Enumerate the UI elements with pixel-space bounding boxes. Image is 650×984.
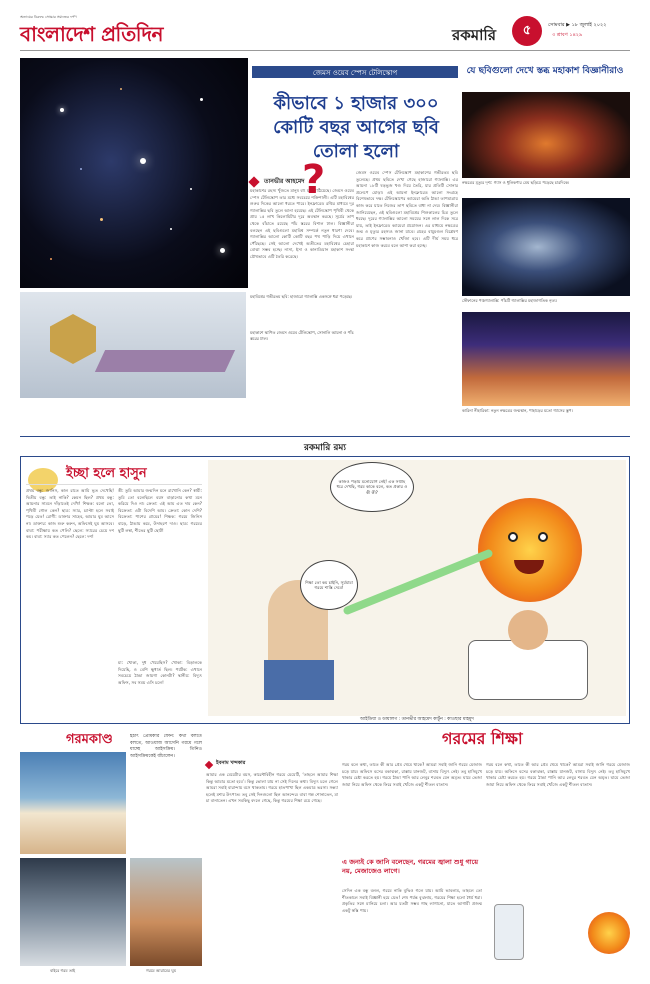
- sunshield-shape: [95, 350, 235, 372]
- main-author: ইবনাম খন্দকার: [216, 760, 246, 766]
- science-headline: কীভাবে ১ হাজার ৩০০ কোটি বছর আগের ছবি তোলা হলো: [273, 93, 439, 162]
- date-line: সোমবার ▶ ১৮ জুলাই ২০২২: [548, 22, 607, 28]
- sun-eye-right: [538, 532, 548, 542]
- nebula-image-1: [462, 92, 630, 178]
- masthead-tagline: অন্যায়ের বিরুদ্ধে সোচ্চার সমাজের দর্পণ: [20, 15, 77, 19]
- jokes-divider: [26, 484, 202, 485]
- deep-field-image: [20, 58, 248, 288]
- caption-fridge: বাইরে গরম তাই: [50, 968, 76, 973]
- section-title: রকমারি: [452, 26, 496, 44]
- garam-kando-title: গরমকাণ্ড: [66, 732, 113, 747]
- mirror-shape: [50, 314, 96, 364]
- author-bullet: [248, 176, 259, 187]
- main-body-col-1: আমার এক মেয়েটার বয়স, কারেন্টবিহীন গরমে মেয়েটি, ‘তাহলে আমার শিক্ষা কিন্তু আমার মতো হবে’। কিন্তু ভোলা যায় না সেই দিনের কথা। বিদ্যুৎ চলে গেলে আমরা সবাই বারান্দায় বসে থাকতাম। গরমে হাতপাখা ছিল একমাত্র ভরসা। সন্ধ্যা হলেই মশার উৎপাত। তবু সেই দিনগুলো ছিল আনন্দের। বাবা গল্প শোনাতেন, মা চা বানাতেন। এখন সবকিছু বদলে গেছে, কিন্তু গরমের শিক্ষা রয়ে গেছে।: [206, 772, 338, 804]
- page-number-badge: ৫: [512, 16, 542, 46]
- caption-telescope: মহাকাশে স্থাপিত জেমস ওয়েব টেলিস্কোপ, সোনালি আয়না ও পাঁচ স্তরের ঢাল।: [250, 330, 354, 341]
- carina-image: [462, 312, 630, 406]
- cartoon-panel: [208, 460, 626, 716]
- caption-galaxy: নক্ষত্রের মৃত্যুর দৃশ্য: গ্যাস ও ধূলিকণার মেঘ ছড়িয়ে পড়েছে চারদিকে।: [462, 180, 570, 185]
- section-divider: [20, 436, 630, 437]
- jokes-col-1: প্রথম বন্ধু: জানিস, কাল রাতে আমি ভূত দেখেছি! দ্বিতীয় বন্ধু: তাই নাকি? কেমন ছিল? প্রথম বন্ধু: আয়নার সামনে দাঁড়াতেই দেখি! শিক্ষক: বলো তো, পৃথিবী গোল কেন? ছাত্র: স্যার, চ্যাপ্টা হলে সবাই পড়ে যেত! রোগী: ডাক্তার সাহেব, আমার ঘুম আসে না। ডাক্তার: কাজ শুরু করুন, অফিসেই ঘুম আসবে। বাবা: পরীক্ষায় কত পেলি? ছেলে: স্যারের চেয়ে দশ কম। বাবা: স্যার কত পেলেন? ছেলে: দশ!: [26, 488, 114, 540]
- science-body-mid: জেমস ওয়েব স্পেস টেলিস্কোপ মহাকাশের গভীরতম ছবি তুলেছে। প্রথম ছবিতে দেখা গেছে হাজারো গ্যালাক্সি। এর আয়না ১৮টি ষড়ভুজ খণ্ড দিয়ে তৈরি, যার প্রতিটি সোনার প্রলেপে মোড়া। এই আয়না ইনফ্রারেড আলো সংগ্রহে বিশেষভাবে দক্ষ। টেলিস্কোপের ক্যামেরা অতি ঠান্ডা তাপমাত্রায় কাজ করে যাতে নিজের তাপ ছবিতে বাধা না দেয়। বিজ্ঞানীরা জানিয়েছেন, এই ছবিগুলো মহাবিশ্বের শিশুকালের চিত্র তুলে ধরছে। দূরের গ্যালাক্সির আলো সময়ের সঙ্গে লাল দিকে সরে যায়, তাই ইনফ্রারেড ক্যামেরা প্রয়োজন। এর মাধ্যমে নক্ষত্রের জন্ম ও মৃত্যুর রহস্যও জানা যাবে। গ্রহের বায়ুমণ্ডল বিশ্লেষণ করে প্রাণের সম্ভাবনাও খোঁজা হবে। এটি দীর্ঘ সময় ধরে মহাকাশে কাজ করবে বলে আশা করা হচ্ছে।: [356, 170, 458, 248]
- caption-sleep: গরমে আরামের ঘুম: [146, 968, 176, 973]
- rommo-section-title: রকমারি রম্য: [303, 443, 347, 453]
- header-divider: [20, 50, 630, 51]
- main-body-col-4: গরম বলে কথা, তাতে কী আর প্রেম থেমে থাকে? আমরা সবাই জানি গরমে মেজাজ চড়ে যায়। অফিসে বসের বকাঝকা, রাস্তায় যানজট, বাসায় বিদ্যুৎ নেই। তবু হাসিমুখে থাকার চেষ্টা করতে হয়। গরমে ঠান্ডা পানি আর লেবুর শরবত যেন অমৃত। ঘামে ভেজা জামা নিয়ে অফিস থেকে ফিরে সবাই খোঁজে একটু শীতল বাতাস।: [486, 762, 630, 787]
- fridge-photo: [20, 858, 126, 966]
- question-mark-graphic: ?: [302, 157, 326, 203]
- sun-eye-left: [508, 532, 518, 542]
- cane-stick: [342, 548, 493, 615]
- sun-icon: [588, 912, 630, 954]
- sleep-photo: [130, 858, 202, 966]
- main-article-title: গরমের শিক্ষা: [442, 729, 523, 748]
- man-head: [508, 610, 548, 650]
- icecream-photo: [20, 752, 126, 854]
- pullquote: এ জন্যই কে জানি বলেছেন, গরমের জ্বালা শুধু গায়ে নয়, মেজাজেও লাগে।: [342, 858, 479, 875]
- science-author: তানভীর আহমেদ: [264, 178, 305, 185]
- date-line-bangla: ৩ শ্রাবণ ১৪২৯: [552, 32, 583, 38]
- quintet-image: [462, 198, 630, 296]
- jokes-col-2: স্ত্রী: তুমি আমার জন্মদিন মনে রাখোনি কেন? স্বামী: তুমি তো বলেছিলে বয়স বাড়ানোর কথা মনে করিয়ে দিও না। ক্রেতা: এই আম এত দাম কেন? বিক্রেতা: এটা বিদেশি আম। ক্রেতা: কোন দেশি? বিক্রেতা: পাশের গ্রামের! শিক্ষক: গরমে জিনিস বাড়ে, ঠান্ডায় কমে, উদাহরণ দাও। ছাত্র: গরমের ছুটি লম্বা, শীতের ছুটি ছোট!: [118, 488, 202, 533]
- teacher-speech-bubble: শিক্ষা তো কম চাইনি, সূর্যমামা গরমে শাস্তি দেবে!: [300, 560, 358, 610]
- main-body-col-3: সেদিন এক বন্ধু বলল, গরমে নাকি বুদ্ধিও গলে যায়। আমি ভাবলাম, তাহলে তো শীতকালে সবাই বিজ্ঞানী হয়ে যেত! শেষ পর্যন্ত বুঝলাম, গরমের শিক্ষা হলো ধৈর্য ধরা। প্রকৃতির সঙ্গে মানিয়ে চলা। আর যতটা সম্ভব গাছ লাগানো, যাতে আগামী প্রজন্ম একটু স্বস্তি পায়।: [342, 888, 482, 913]
- main-body-col-2: গরম বলে কথা, তাতে কী আর প্রেম থেমে থাকে? আমরা সবাই জানি গরমে মেজাজ চড়ে যায়। অফিসে বসের বকাঝকা, রাস্তায় যানজট, বাসায় বিদ্যুৎ নেই। তবু হাসিমুখে থাকার চেষ্টা করতে হয়। গরমে ঠান্ডা পানি আর লেবুর শরবত যেন অমৃত। ঘামে ভেজা জামা নিয়ে অফিস থেকে ফিরে সবাই খোঁজে একটু শীতল বাতাস।: [342, 762, 482, 787]
- caption-quintet: স্টেফানের পঞ্চগ্যালাক্সি: পাঁচটি গ্যালাক্সির মহাজাগতিক নৃত্য।: [462, 298, 558, 303]
- thermometer-icon: [494, 904, 524, 960]
- caption-nebula: কারিনা নীহারিকা: নতুন নক্ষত্রের জন্মস্থান, পাহাড়ের মতো গ্যাসের স্তূপ।: [462, 408, 573, 413]
- science-kicker: জেমস ওয়েব স্পেস টেলিস্কোপ: [252, 66, 458, 78]
- masthead-logo[interactable]: বাংলাদেশ প্রতিদিন: [20, 22, 163, 46]
- right-headline: যে ছবিগুলো দেখে স্তব্ধ মহাকাশ বিজ্ঞানীরাও: [466, 66, 624, 76]
- sun-character: [478, 498, 582, 602]
- jokes-col-3: মা: খোকা, দুধ খেয়েছিস? খোকা: বিড়ালকে দিয়েছি, ও বেশি ক্ষুধার্ত ছিল। পর্যটক: এখানে সবচেয়ে ঠান্ডা জায়গা কোনটা? স্থানীয়: বিদ্যুৎ অফিস, সব সময় এসি চলে!: [118, 660, 202, 685]
- teacher-trousers: [264, 660, 334, 700]
- sun-speech-bubble: কাজও পড়ায় মনোযোগ নেই! এক সপ্তাহ ধরে দেখছি, গরম কাকে বলে, কত প্রকার ও কী কী?: [330, 462, 414, 512]
- caption-deep-field: মহাবিশ্বের গভীরতম ছবি: হাজারো গ্যালাক্সি একসঙ্গে ধরা পড়েছে।: [250, 294, 353, 299]
- garam-kando-body: হঠাৎ প্রেমিকার ফোন: কথা বলতে বলতে, আওয়াজ আসেনি গরমে গলে যাচ্ছে আইসক্রিম। তিনিও আইসক্রিমকেই বাঁচালেন।: [130, 734, 202, 759]
- jokes-title: ইচ্ছা হলে হাসুন: [66, 466, 147, 481]
- main-author-bullet: [205, 761, 213, 769]
- telescope-image: [20, 292, 246, 398]
- cartoon-credit: আইডিয়া ও ডায়ালগ : তানভীর আহমেদ কার্টুন : কাওছার মাহমুদ: [360, 717, 474, 722]
- science-body-left: মহাকাশের রহস্য খুঁজতে মানুষ বহু যন্ত্র পাঠিয়েছে। জেমস ওয়েব স্পেস টেলিস্কোপ তার মধ্যে সবচেয়ে শক্তিশালী। এটি মহাবিশ্বের শুরুর দিকের আলো ধরতে পারে। ইনফ্রারেড রশ্মির মাধ্যমে দূর গ্যালাক্সির ছবি তুলে আনা হয়েছে। এই টেলিস্কোপ পৃথিবী থেকে প্রায় ১৫ লাখ কিলোমিটার দূরে অবস্থান করছে। সূর্যের তাপ থেকে বাঁচাতে রয়েছে পাঁচ স্তরের বিশাল ঢাল। বিজ্ঞানীরা বলছেন এই ছবিগুলো মহাবিশ্ব সম্পর্কে নতুন ধারণা দেবে। গ্যালাক্সির আলো কোটি কোটি বছর পথ পাড়ি দিয়ে এখানে পৌঁছেছে। সেই আলো দেখেই অতীতের মহাবিশ্বের চেহারা বোঝা সম্ভব হচ্ছে। নাসা, ইসা ও কানাডিয়ান মহাকাশ সংস্থা যৌথভাবে এটি তৈরি করেছে।: [250, 188, 354, 259]
